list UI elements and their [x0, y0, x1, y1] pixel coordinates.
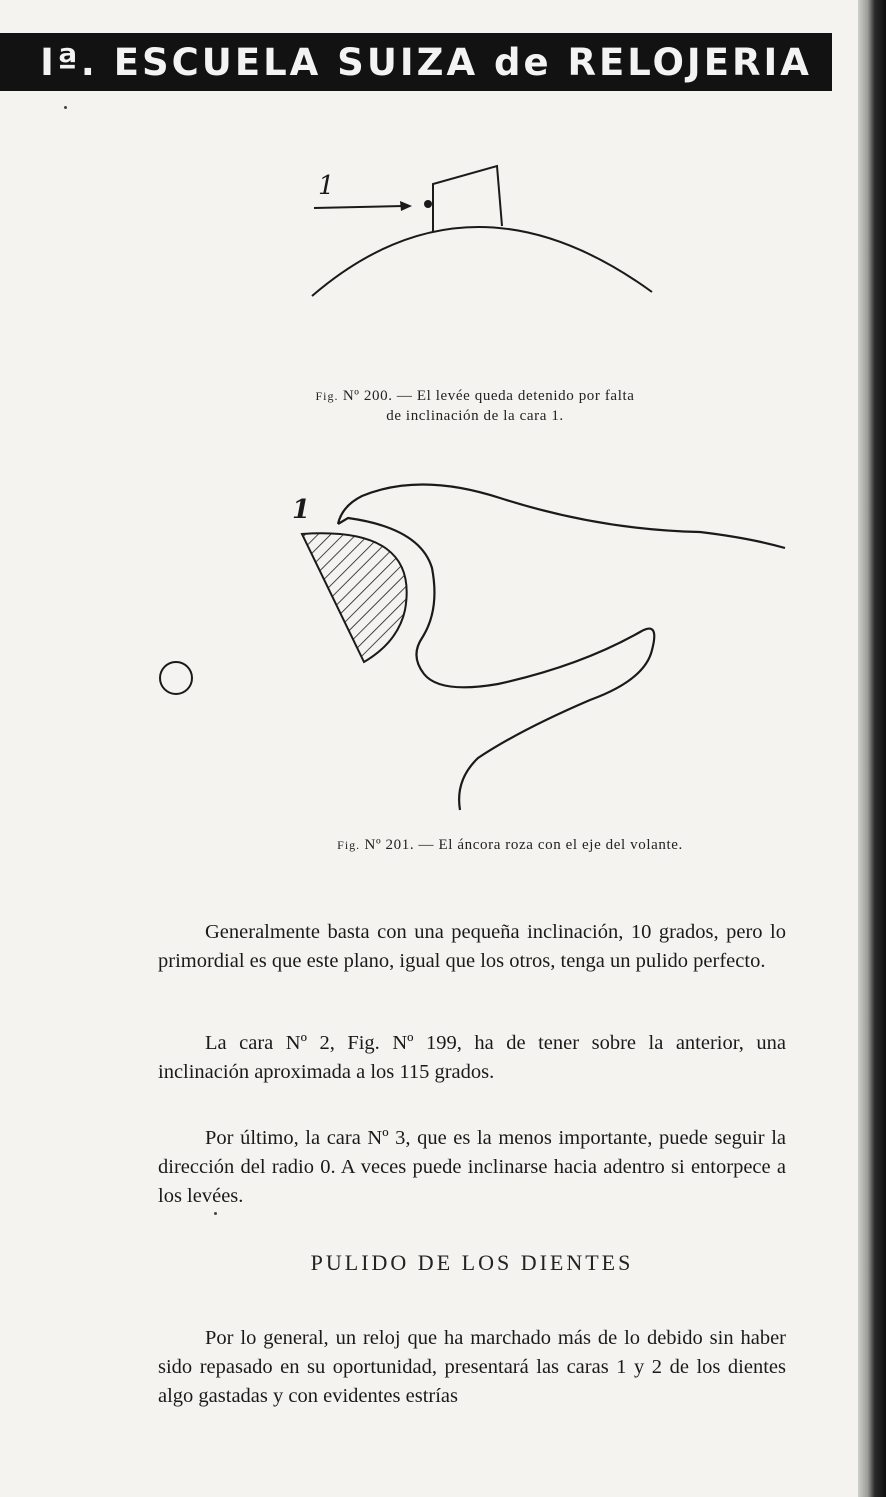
anchor-fork-outline: [338, 484, 785, 810]
paragraph-3: [158, 1124, 786, 1211]
figure-200-caption: [230, 386, 720, 426]
paragraph-4-text: Por lo general, un reloj que ha marchado más de lo debido sin haber sido repasado en su oportunidad, presentará las caras 1 y 2 de los dientes algo gastadas y con evidentes estrías: [158, 1327, 786, 1407]
figure-200-caption-text1: Nº 200. — El levée queda detenido por falta: [342, 388, 635, 404]
lever-pallet-outline: [433, 166, 502, 232]
pointer-arrow-line: [314, 206, 404, 208]
contact-point-dot: [424, 200, 432, 208]
figure-200-label: 1: [318, 171, 335, 201]
paragraph-3-text: Por último, la cara Nº 3, que es la menos importante, puede seguir la dirección del radio 0. A veces puede inclinarse hacia adentro si entorpece a los levées.: [158, 1127, 786, 1207]
paragraph-4: [158, 1324, 786, 1411]
figure-200-caption-line2: de inclinación de la cara 1.: [386, 408, 564, 424]
figure-201-caption: [270, 835, 750, 855]
figure-200: [0, 150, 886, 310]
balance-wheel-arc: [312, 227, 652, 296]
paragraph-1: [158, 918, 786, 976]
figure-200-drawing: [0, 150, 886, 310]
print-speck: [214, 1212, 217, 1215]
header-banner: [0, 33, 832, 91]
balance-staff-circle: [160, 662, 192, 694]
figure-201-caption-prefix: Fig.: [337, 838, 361, 852]
figure-201-caption-text1: Nº 201. — El áncora roza con el eje del volante.: [364, 837, 683, 853]
paragraph-2: [158, 1029, 786, 1087]
figure-201-label: 1: [292, 495, 311, 525]
figure-201: [0, 470, 886, 820]
pointer-arrowhead: [400, 201, 412, 211]
section-heading: PULIDO DE LOS DIENTES: [310, 1250, 634, 1275]
hatched-pallet-stone: [302, 533, 407, 662]
figure-200-caption-prefix: Fig.: [315, 389, 339, 403]
figure-201-caption-line1: [270, 835, 750, 855]
figure-200-caption-line1: [230, 386, 720, 406]
paragraph-2-text: La cara Nº 2, Fig. Nº 199, ha de tener sobre la anterior, una inclinación aproximada a los 115 grados.: [158, 1032, 786, 1083]
figure-201-drawing: [0, 470, 886, 820]
print-speck: [64, 106, 67, 109]
paragraph-1-text: Generalmente basta con una pequeña inclinación, 10 grados, pero lo primordial es que este plano, igual que los otros, tenga un pulido perfecto.: [158, 921, 786, 972]
header-title: Iª. ESCUELA SUIZA de RELOJERIA: [40, 40, 812, 84]
